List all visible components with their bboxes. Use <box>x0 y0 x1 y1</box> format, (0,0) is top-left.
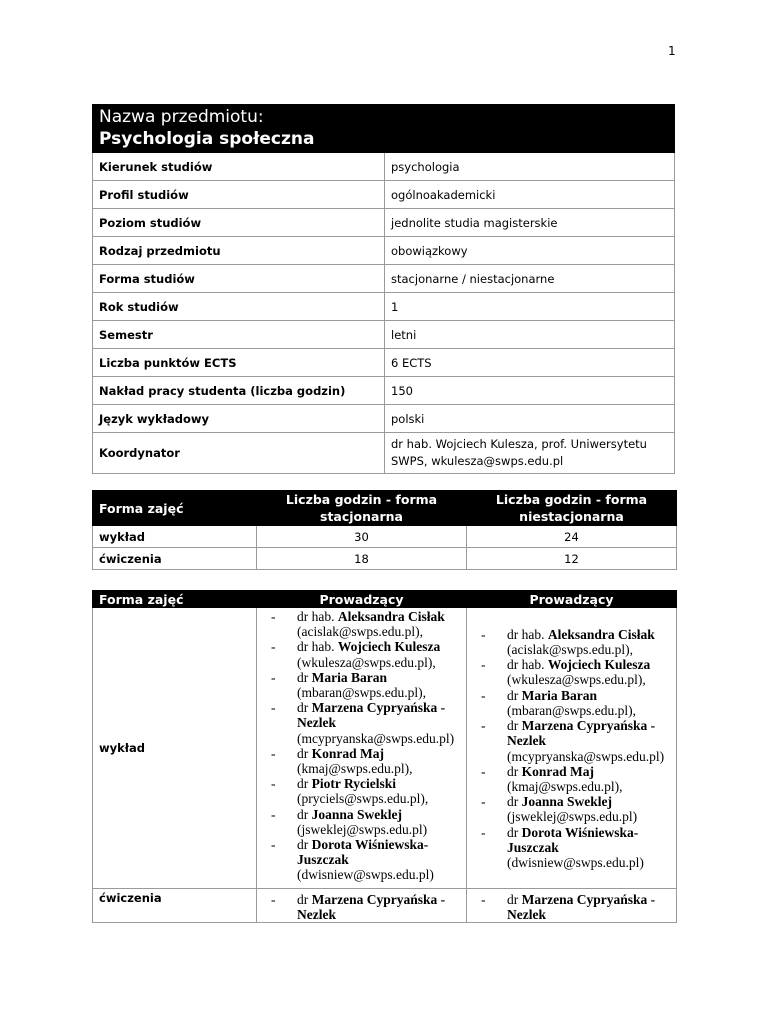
list-item <box>481 627 670 657</box>
wyklad-lecturers-stacjonarna <box>257 608 467 889</box>
info-value: 150 <box>385 377 675 405</box>
list-item <box>481 892 670 922</box>
info-label: Nakład pracy studenta (liczba godzin) <box>93 377 385 405</box>
list-item <box>271 892 460 922</box>
lecturer-title: dr hab. <box>507 657 548 673</box>
info-label: Forma studiów <box>93 265 385 293</box>
info-value: letni <box>385 321 675 349</box>
header-prowadzacy-niestacjonarna: Prowadzący <box>467 591 677 608</box>
list-item <box>271 609 460 639</box>
wyklad-lecturers-niestacjonarna <box>467 608 677 889</box>
info-label: Poziom studiów <box>93 209 385 237</box>
lecturer-list <box>473 892 670 922</box>
table-row <box>93 548 677 570</box>
hours-stacjonarna-value: 18 <box>257 548 467 570</box>
course-name-row <box>93 128 675 153</box>
lecturer-title: dr <box>297 806 312 822</box>
table-row <box>93 209 675 237</box>
lecturer-name: Marzena Cypryańska - Nezlek <box>507 892 656 923</box>
list-item <box>271 700 460 746</box>
lecturer-email: (dwisniew@swps.edu.pl) <box>507 854 644 870</box>
table-row <box>93 265 675 293</box>
table-row <box>93 293 675 321</box>
table-row <box>93 237 675 265</box>
lecturer-email: (mcypryanska@swps.edu.pl) <box>507 748 665 764</box>
info-value: jednolite studia magisterskie <box>385 209 675 237</box>
course-name: Psychologia społeczna <box>93 128 675 153</box>
list-item <box>271 670 460 700</box>
info-value: stacjonarne / niestacjonarne <box>385 265 675 293</box>
lecturer-title: dr <box>507 718 522 734</box>
table-row <box>93 377 675 405</box>
hours-niestacjonarna-value: 24 <box>467 526 677 548</box>
hours-niestacjonarna-value: 12 <box>467 548 677 570</box>
lecturer-email: (wkulesza@swps.edu.pl), <box>507 672 646 688</box>
lecturer-name: Marzena Cypryańska - Nezlek <box>507 718 656 749</box>
list-item <box>481 825 670 871</box>
header-forma-zajec: Forma zajęć <box>93 591 257 608</box>
cwiczenia-label: ćwiczenia <box>93 889 257 923</box>
lecturer-name: Konrad Maj <box>521 763 594 779</box>
lecturer-email: (kmaj@swps.edu.pl), <box>297 761 413 777</box>
lecturer-list <box>263 892 460 922</box>
table-row <box>93 153 675 181</box>
hours-stacjonarna-value: 30 <box>257 526 467 548</box>
lecturer-title: dr <box>507 687 522 703</box>
lecturer-title: dr hab. <box>297 639 338 655</box>
list-item <box>271 639 460 669</box>
lecturer-title: dr hab. <box>297 609 338 624</box>
lecturer-name: Wojciech Kulesza <box>337 639 441 655</box>
lecturer-email: (mcypryanska@swps.edu.pl) <box>297 730 455 746</box>
lecturer-name: Maria Baran <box>311 669 387 685</box>
lecturer-list <box>263 609 460 883</box>
lecturer-name: Aleksandra Cisłak <box>337 609 445 624</box>
hours-form-label: ćwiczenia <box>93 548 257 570</box>
lecturer-name: Maria Baran <box>521 687 597 703</box>
info-value: ogólnoakademicki <box>385 181 675 209</box>
lecturers-header-row <box>93 591 677 608</box>
info-label: Rok studiów <box>93 293 385 321</box>
list-item <box>481 688 670 718</box>
course-name-label-row <box>93 105 675 128</box>
lecturers-table <box>92 590 677 923</box>
info-value: obowiązkowy <box>385 237 675 265</box>
info-value: 1 <box>385 293 675 321</box>
header-stacjonarna: Liczba godzin - forma stacjonarna <box>257 491 467 526</box>
lecturer-title: dr <box>297 892 312 907</box>
lecturer-email: (mbaran@swps.edu.pl), <box>507 702 637 718</box>
hours-header-row <box>93 491 677 526</box>
lecturer-title: dr <box>297 745 312 761</box>
lecturer-title: dr <box>507 763 522 779</box>
lecturer-email: (pryciels@swps.edu.pl), <box>297 791 429 807</box>
lecturer-name: Piotr Rycielski <box>311 776 397 792</box>
table-row <box>93 433 675 474</box>
list-item <box>481 764 670 794</box>
lecturer-title: dr <box>507 824 522 840</box>
lecturer-name: Joanna Sweklej <box>311 806 403 822</box>
lecturer-email: (jsweklej@swps.edu.pl) <box>297 821 428 837</box>
table-row <box>93 349 675 377</box>
lecturer-title: dr <box>297 837 312 853</box>
list-item <box>271 837 460 883</box>
lecturer-email: (dwisniew@swps.edu.pl) <box>297 867 434 883</box>
list-item <box>481 718 670 764</box>
cwiczenia-lecturers-stacjonarna <box>257 889 467 923</box>
lecturer-title: dr <box>297 700 312 716</box>
wyklad-label: wykład <box>93 608 257 889</box>
header-prowadzacy-stacjonarna: Prowadzący <box>257 591 467 608</box>
lecturer-email: (mbaran@swps.edu.pl), <box>297 685 427 701</box>
lecturer-email: (acislak@swps.edu.pl), <box>507 642 634 658</box>
cwiczenia-lecturers-niestacjonarna <box>467 889 677 923</box>
lecturer-name: Wojciech Kulesza <box>547 657 651 673</box>
lecturer-name: Marzena Cypryańska - Nezlek <box>297 700 446 731</box>
list-item <box>481 794 670 824</box>
lecturer-list <box>473 627 670 870</box>
table-row <box>93 608 677 889</box>
course-info-table <box>92 104 675 474</box>
lecturer-name: Marzena Cypryańska - Nezlek <box>297 892 446 923</box>
list-item <box>271 746 460 776</box>
table-row <box>93 889 677 923</box>
list-item <box>271 776 460 806</box>
lecturer-name: Joanna Sweklej <box>521 794 613 810</box>
table-row <box>93 321 675 349</box>
course-name-label: Nazwa przedmiotu: <box>93 105 675 128</box>
list-item <box>271 807 460 837</box>
table-row <box>93 181 675 209</box>
lecturer-email: (wkulesza@swps.edu.pl), <box>297 654 436 670</box>
lecturer-email: (acislak@swps.edu.pl), <box>297 624 424 640</box>
page-number: 1 <box>668 44 676 58</box>
header-forma-zajec: Forma zajęć <box>93 491 257 526</box>
lecturer-title: dr <box>297 669 312 685</box>
lecturer-email: (kmaj@swps.edu.pl), <box>507 778 623 794</box>
info-label: Liczba punktów ECTS <box>93 349 385 377</box>
lecturer-name: Konrad Maj <box>311 745 384 761</box>
table-row <box>93 405 675 433</box>
info-label: Rodzaj przedmiotu <box>93 237 385 265</box>
header-niestacjonarna: Liczba godzin - forma niestacjonarna <box>467 491 677 526</box>
lecturer-title: dr <box>507 892 522 907</box>
info-value: polski <box>385 405 675 433</box>
lecturer-email: (jsweklej@swps.edu.pl) <box>507 809 638 825</box>
info-value: 6 ECTS <box>385 349 675 377</box>
info-label: Kierunek studiów <box>93 153 385 181</box>
info-label: Profil studiów <box>93 181 385 209</box>
table-row <box>93 526 677 548</box>
lecturer-name: Dorota Wiśniewska-Juszczak <box>297 837 429 868</box>
info-value: psychologia <box>385 153 675 181</box>
lecturer-name: Dorota Wiśniewska-Juszczak <box>507 824 639 855</box>
info-label: Język wykładowy <box>93 405 385 433</box>
info-label: Semestr <box>93 321 385 349</box>
info-label: Koordynator <box>93 433 385 474</box>
lecturer-name: Aleksandra Cisłak <box>547 626 655 642</box>
lecturer-title: dr hab. <box>507 626 548 642</box>
hours-table <box>92 490 677 570</box>
list-item <box>481 657 670 687</box>
hours-form-label: wykład <box>93 526 257 548</box>
lecturer-title: dr <box>297 776 312 792</box>
info-value: dr hab. Wojciech Kulesza, prof. Uniwersytetu SWPS, wkulesza@swps.edu.pl <box>385 433 675 474</box>
lecturer-title: dr <box>507 794 522 810</box>
